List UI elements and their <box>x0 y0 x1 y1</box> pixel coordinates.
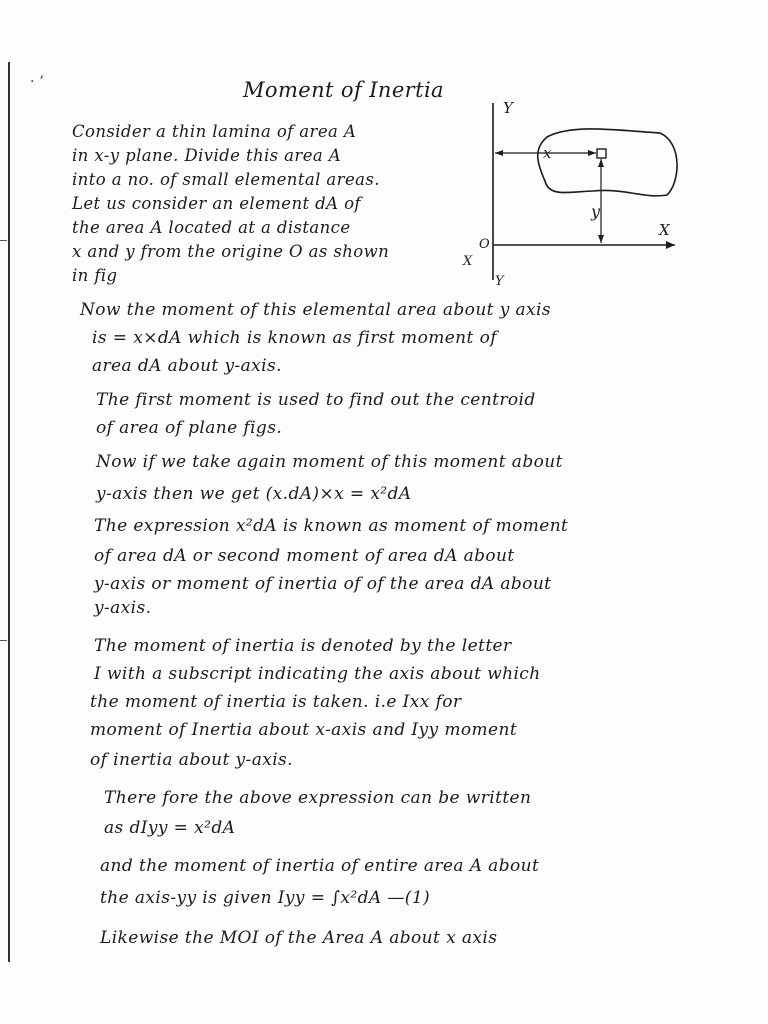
y-distance-label: y <box>591 202 601 221</box>
intro-line: in fig <box>72 266 118 285</box>
text-line: There fore the above expression can be written <box>104 788 532 808</box>
intro-line: in x-y plane. Divide this area A <box>72 146 342 165</box>
intro-line: Consider a thin lamina of area A <box>72 122 357 141</box>
text-line: Now the moment of this elemental area about y axis <box>80 300 551 320</box>
text-line: the axis-yy is given Iyy = ∫x²dA —(1) <box>100 888 431 908</box>
margin-tick <box>0 240 7 241</box>
x-dim-arrow-left <box>495 150 503 156</box>
intro-line: x and y from the origine O as shown <box>72 242 390 261</box>
text-line: The expression x²dA is known as moment of moment <box>94 516 569 536</box>
text-line: is = x×dA which is known as first moment of <box>92 328 497 348</box>
page-title: Moment of Inertia <box>243 78 444 102</box>
text-line: Now if we take again moment of this moment about <box>96 452 563 472</box>
text-line: area dA about y-axis. <box>92 356 282 376</box>
text-line: The first moment is used to find out the centroid <box>96 390 536 410</box>
y-dim-arrow-top <box>598 159 604 167</box>
y-axis-top-label: Y <box>503 99 513 117</box>
x-axis-arrow <box>666 241 675 249</box>
x-axis-left-label: X <box>463 254 473 269</box>
intro-line: Let us consider an element dA of <box>72 194 361 213</box>
text-line: of area of plane figs. <box>96 418 283 438</box>
text-line: and the moment of inertia of entire area A about <box>100 856 540 876</box>
ink-specks: · ʼ <box>30 74 44 90</box>
text-line: y-axis or moment of inertia of of the area dA about <box>94 574 552 594</box>
text-line: moment of Inertia about x-axis and Iyy moment <box>90 720 518 740</box>
x-distance-label: x <box>543 144 552 162</box>
intro-line: into a no. of small elemental areas. <box>72 170 380 189</box>
margin-line <box>8 62 10 962</box>
y-dim-arrow-bottom <box>598 235 604 243</box>
margin-tick <box>0 640 7 641</box>
intro-line: the area A located at a distance <box>72 218 351 237</box>
text-line: y-axis then we get (x.dA)×x = x²dA <box>96 484 412 504</box>
text-line: Likewise the MOI of the Area A about x axis <box>100 928 498 948</box>
text-line: as dIyy = x²dA <box>104 818 236 838</box>
x-dim-arrow-right <box>588 150 596 156</box>
text-line: the moment of inertia is taken. i.e Ixx for <box>90 692 462 712</box>
text-line: The moment of inertia is denoted by the letter <box>94 636 512 656</box>
lamina-diagram <box>455 95 685 290</box>
text-line: of area dA or second moment of area dA about <box>94 546 515 566</box>
lamina-outline <box>538 129 677 196</box>
x-axis-right-label: X <box>659 221 670 239</box>
text-line: y-axis. <box>94 598 152 618</box>
origin-label: O <box>479 237 490 252</box>
text-line: I with a subscript indicating the axis about which <box>94 664 541 684</box>
element-dA <box>597 149 606 158</box>
y-axis-bottom-label: Y <box>495 274 504 289</box>
text-line: of inertia about y-axis. <box>90 750 293 770</box>
